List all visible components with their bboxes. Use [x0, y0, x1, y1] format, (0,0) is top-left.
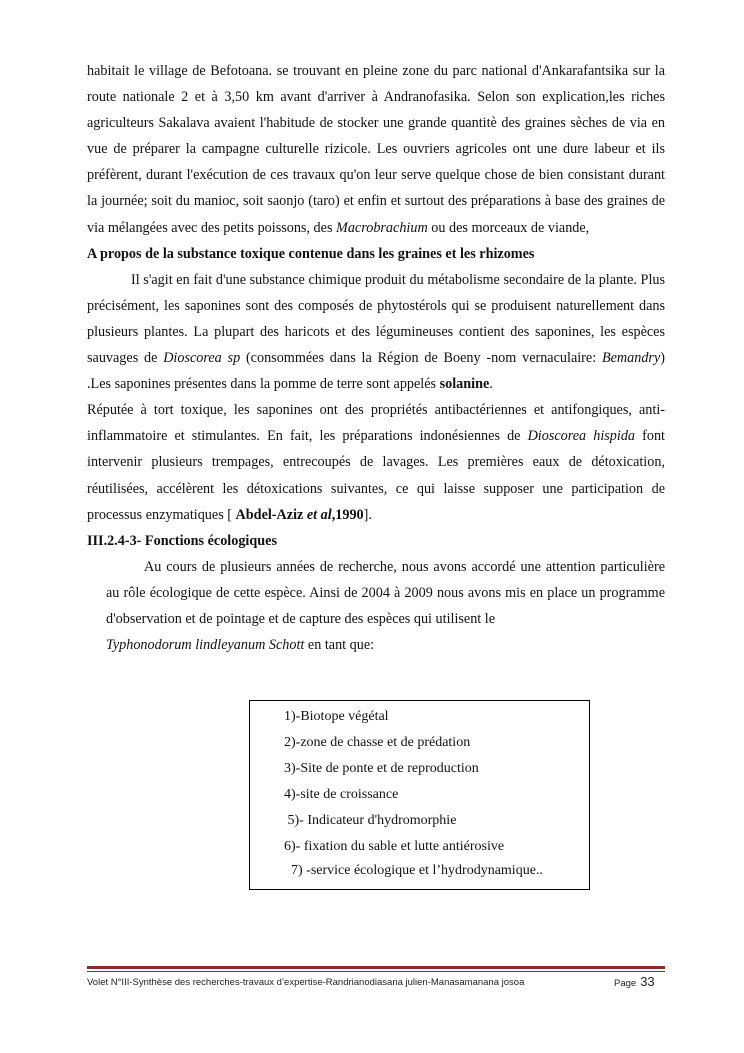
paragraph-text: font intervenir plusieurs trempages, entrecoupés de lavages. Les premières eaux de détoxication, réutilisées, accélèrent les détoxications suivantes, ce qui laisse supposer une participation de processus enzymatiques [ — [87, 428, 665, 523]
paragraph-text: en tant que: — [304, 637, 375, 654]
species-name: Typhonodorum lindleyanum Schott — [106, 637, 305, 654]
list-item: 6)- fixation du sable et lutte antiérosive — [284, 839, 505, 854]
paragraph-text: ]. — [363, 506, 372, 523]
document-body — [87, 58, 665, 658]
citation-author: Abdel-Aziz — [235, 506, 307, 523]
list-item: 2)-zone de chasse et de prédation — [284, 735, 471, 750]
list-item: 4)-site de croissance — [284, 787, 399, 802]
paragraph-text: Au cours de plusieurs années de recherche, nous avons accordé une attention particulière au rôle écologique de cette espèce. Ainsi de 2004 à 2009 nous avons mis en place un programme d'observation et de pointage et de capture des espèces qui utilisent le — [106, 558, 665, 627]
footer-rule — [87, 971, 665, 972]
paragraph-saponines — [87, 267, 665, 397]
footer-text: Volet N°III-Synthèse des recherches-travaux d’expertise-Randrianodiasana julien-Manasamanana josoa — [87, 977, 525, 988]
page-number-value: 33 — [640, 974, 655, 989]
paragraph-ecological-last — [87, 632, 665, 658]
paragraph-text: Il s'agit en fait d'une substance chimique produit du métabolisme secondaire de la plante. Plus précisément, les saponines sont des composés de phytostérols qui se produisent naturellement dans plusieurs plantes. La plupart des haricots et des légumineuses contient des saponines, les espèces sauvages de — [87, 271, 665, 367]
paragraph-text: (consommées dans la Région de Boeny -nom vernaculaire: — [240, 350, 602, 367]
page-label: Page — [614, 978, 637, 989]
list-item: 1)-Biotope végétal — [284, 709, 389, 724]
paragraph-text: ou des morceaux de viande, — [427, 219, 590, 236]
section-heading-ecological-functions: III.2.4-3- Fonctions écologiques — [87, 532, 277, 549]
paragraph-text: ) .Les saponines présentes dans la pomme de terre sont appelés — [87, 350, 665, 393]
paragraph-text: Réputée à tort toxique, les saponines ont des propriétés antibactériennes et antifongiques, anti-inflammatoire et stimulantes. En fait, les préparations indonésiennes de — [87, 402, 665, 445]
italic-term: Bemandry — [601, 350, 661, 367]
italic-term: Macrobrachium — [336, 219, 428, 236]
paragraph-text: habitait le village de Befotoana. se trouvant en pleine zone du parc national d'Ankarafantsika sur la route nationale 2 et à 3,50 km avant d'arriver à Andranofasika. Selon son explication,les riches agriculteurs Sakalava avaient l'habitude de stocker une grande quantitè des graines sèches de via en vue de préparer la campagne culturelle rizicole. Les ouvriers agricoles ont une dure labeur et ils préfèrent, durant l'exécution de ces travaux qu'on leur serve quelque chose de bien consistant durant la journée; soit du manioc, soit saonjo (taro) et enfin et surtout des préparations à base des graines de via mélangées avec des petits poissons, des — [87, 63, 665, 236]
page-number — [614, 973, 655, 991]
section-heading-toxic-substance: A propos de la substance toxique contenue dans les graines et les rhizomes — [87, 245, 535, 262]
list-item: 5)- Indicateur d'hydromorphie — [284, 813, 457, 828]
italic-term: Dioscorea sp — [163, 350, 241, 367]
ecological-functions-box — [249, 700, 590, 890]
bold-term: solanine — [439, 376, 490, 393]
paragraph-properties — [87, 397, 665, 527]
paragraph-intro — [87, 58, 665, 241]
citation-year: ,1990 — [331, 506, 364, 523]
paragraph-ecological — [87, 554, 665, 632]
list-item: 7) -service écologique et l’hydrodynamique.. — [284, 863, 543, 878]
paragraph-text: . — [489, 376, 493, 393]
list-item: 3)-Site de ponte et de reproduction — [284, 761, 479, 776]
italic-term: Dioscorea hispida — [527, 428, 636, 445]
citation-etal: et al — [306, 506, 332, 523]
footer-rule — [87, 966, 665, 969]
